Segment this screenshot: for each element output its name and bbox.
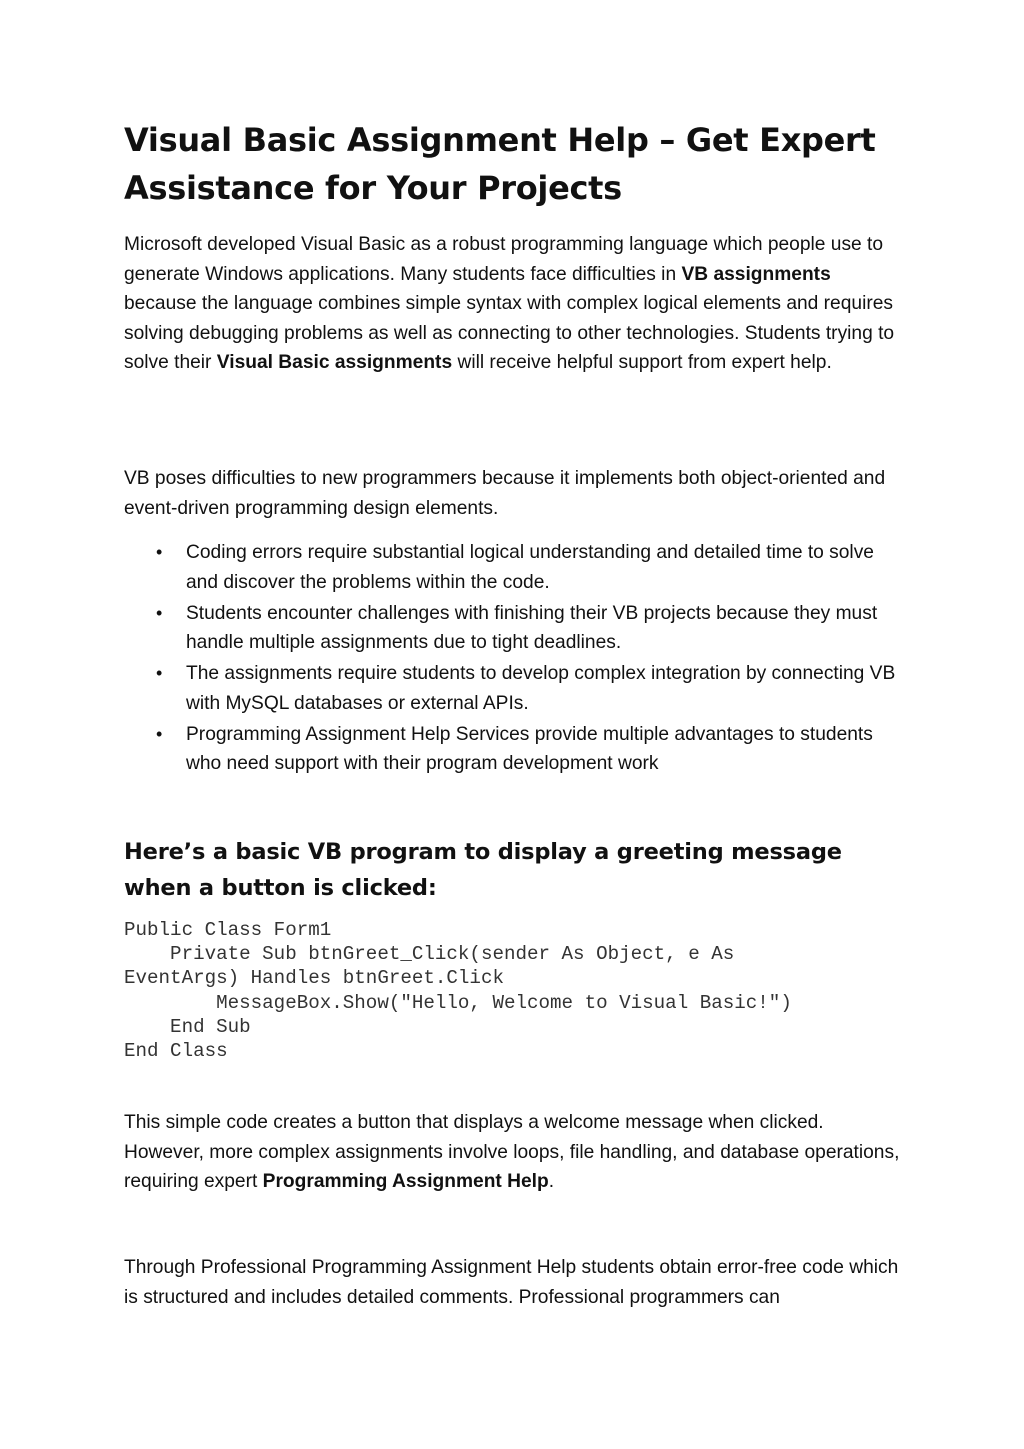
simple-code-paragraph [124,1108,900,1197]
bullet-item [124,659,900,718]
bullet-text: The assignments require students to develop complex integration by connecting VB with MySQL databases or external APIs. [186,663,896,714]
bullet-icon: • [156,663,163,683]
bullet-item [124,720,900,779]
bullet-text: Programming Assignment Help Services provide multiple advantages to students who need support with their program development work [186,723,873,774]
difficulty-bullet-list [124,538,900,780]
bullet-icon: • [156,602,163,623]
bullet-text: Students encounter challenges with finishing their VB projects because they must handle multiple assignments due to tight deadlines. [186,602,878,653]
bullet-item [124,538,900,597]
bullet-item [124,599,900,658]
intro-text-3: will receive helpful support from expert help. [452,352,832,373]
intro-bold-vb-assignments: VB assignments [681,263,831,285]
intro-bold-visual-basic-assignments: Visual Basic assignments [216,352,453,373]
professional-help-paragraph: Through Professional Programming Assignment Help students obtain error-free code which is structured and includes detailed comments. Professional programmers can [124,1257,899,1308]
bullet-text: Coding errors require substantial logical understanding and detailed time to solve and discover the problems within the code. [186,542,874,593]
intro-paragraph [124,230,900,378]
bullet-icon: • [156,723,163,744]
simple-text-1: This simple code creates a button that displays a welcome message when clicked. However, more complex assignments involve loops, file handling, and database operations, requiring expert [124,1112,900,1192]
simple-bold-programming-assignment-help: Programming Assignment Help [262,1171,549,1192]
difficulty-paragraph: VB poses difficulties to new programmers because it implements both object-oriented and event-driven programming design elements. [124,468,886,519]
code-example-heading: Here’s a basic VB program to display a greeting message when a button is clicked: [124,839,842,901]
document-title: Visual Basic Assignment Help – Get Expert Assistance for Your Projects [124,121,876,207]
simple-text-2: . [548,1171,555,1192]
intro-text-2: because the language combines simple syntax with complex logical elements and requires solving debugging problems as well as connecting to other technologies. Students trying to solve their [124,293,895,373]
intro-text-1: Microsoft developed Visual Basic as a robust programming language which people use to generate Windows applications. Many students face difficulties in [124,234,884,285]
bullet-icon: • [156,542,163,562]
code-block: Public Class Form1 Private Sub btnGreet_Click(sender As Object, e As EventArgs) Handles btnGreet.Click MessageBox.Show("Hello, Welcome to Visual Basic!") End Sub End Class [124,919,792,1063]
